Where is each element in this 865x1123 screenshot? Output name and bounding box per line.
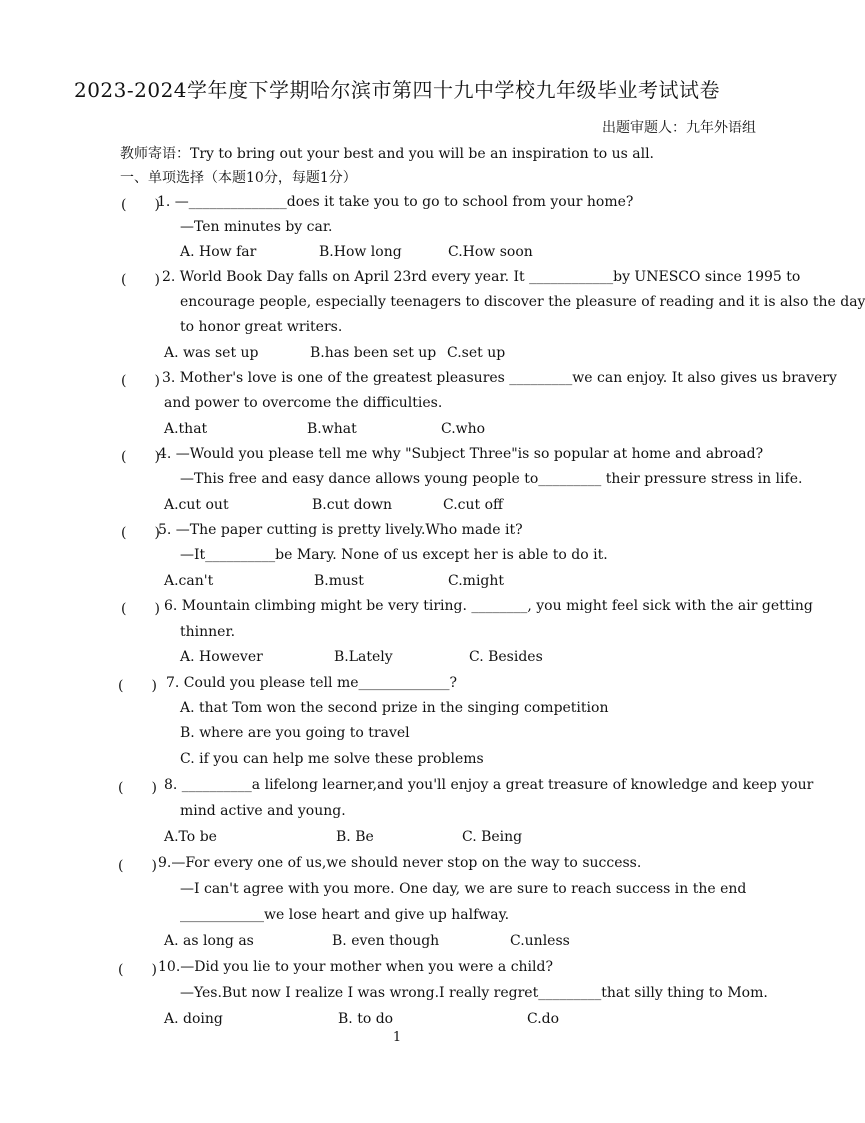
page-number: 1 xyxy=(392,1030,402,1045)
question-9-line: ____________we lose heart and give up halfway. xyxy=(180,907,510,923)
question-9-option-c: C.unless xyxy=(510,933,570,949)
answer-bracket: ( ) xyxy=(121,525,160,541)
question-7-stem: 7. Could you please tell me_____________? xyxy=(166,675,458,691)
answer-bracket: ( ) xyxy=(121,272,160,288)
question-6-line: thinner. xyxy=(180,624,236,640)
question-10-option-b: B. to do xyxy=(338,1011,394,1027)
answer-bracket: ( ) xyxy=(118,678,157,694)
question-1-option-a: A. How far xyxy=(180,244,257,260)
question-9-option-b: B. even though xyxy=(332,933,440,949)
question-4-line: —This free and easy dance allows young people to_________ their pressure stress in life. xyxy=(180,471,803,487)
question-3-option-b: B.what xyxy=(307,421,357,437)
question-2-stem: 2. World Book Day falls on April 23rd every year. It ____________by UNESCO since 1995 to xyxy=(162,269,801,285)
question-8-option-a: A.To be xyxy=(164,829,217,845)
question-4-option-b: B.cut down xyxy=(312,497,393,513)
question-7-option-c: C. if you can help me solve these problems xyxy=(180,751,484,767)
question-8-option-b: B. Be xyxy=(336,829,374,845)
section-heading: 一、单项选择（本题10分，每题1分） xyxy=(120,170,357,186)
question-9-option-a: A. as long as xyxy=(164,933,254,949)
question-5-option-c: C.might xyxy=(448,573,505,589)
question-5-line: —It__________be Mary. None of us except her is able to do it. xyxy=(180,547,608,563)
question-1-option-b: B.How long xyxy=(319,244,402,260)
question-7-option-a: A. that Tom won the second prize in the singing competition xyxy=(180,700,609,716)
answer-bracket: ( ) xyxy=(121,449,160,465)
question-10-option-c: C.do xyxy=(527,1011,560,1027)
teacher-message: 教师寄语：Try to bring out your best and you will be an inspiration to us all. xyxy=(120,146,655,162)
question-2-line: to honor great writers. xyxy=(180,319,343,335)
question-6-stem: 6. Mountain climbing might be very tiring. ________, you might feel sick with the air getting xyxy=(164,598,813,614)
answer-bracket: ( ) xyxy=(121,197,160,213)
question-2-line: encourage people, especially teenagers to discover the pleasure of reading and it is also the day xyxy=(180,294,865,310)
question-4-option-c: C.cut off xyxy=(443,497,503,513)
question-3-option-c: C.who xyxy=(441,421,486,437)
question-8-stem: 8. __________a lifelong learner,and you'll enjoy a great treasure of knowledge and keep your xyxy=(164,777,814,793)
question-1-option-c: C.How soon xyxy=(448,244,533,260)
question-9-line: —I can't agree with you more. One day, we are sure to reach success in the end xyxy=(180,881,747,897)
answer-bracket: ( ) xyxy=(121,373,160,389)
question-5-option-b: B.must xyxy=(314,573,364,589)
question-2-option-b: B.has been set up xyxy=(310,345,437,361)
question-1-stem: 1. —______________does it take you to go to school from your home? xyxy=(157,194,634,210)
question-10-option-a: A. doing xyxy=(164,1011,223,1027)
question-4-stem: 4. —Would you please tell me why "Subject Three"is so popular at home and abroad? xyxy=(158,446,764,462)
exam-title: 2023-2024学年度下学期哈尔滨市第四十九中学校九年级毕业考试试卷 xyxy=(73,78,721,102)
answer-bracket: ( ) xyxy=(121,601,160,617)
answer-bracket: ( ) xyxy=(118,962,157,978)
question-3-stem: 3. Mother's love is one of the greatest pleasures _________we can enjoy. It also gives us bravery xyxy=(162,370,837,386)
question-8-option-c: C. Being xyxy=(462,829,523,845)
question-5-option-a: A.can't xyxy=(164,573,214,589)
question-5-stem: 5. —The paper cutting is pretty lively.Who made it? xyxy=(158,522,523,538)
question-1-line: —Ten minutes by car. xyxy=(180,219,333,235)
question-9-stem: 9.—For every one of us,we should never stop on the way to success. xyxy=(158,855,642,871)
question-6-option-a: A. However xyxy=(180,649,263,665)
question-8-line: mind active and young. xyxy=(180,803,346,819)
answer-bracket: ( ) xyxy=(118,780,157,796)
question-2-option-c: C.set up xyxy=(447,345,506,361)
question-4-option-a: A.cut out xyxy=(164,497,229,513)
question-2-option-a: A. was set up xyxy=(164,345,259,361)
question-6-option-c: C. Besides xyxy=(469,649,543,665)
answer-bracket: ( ) xyxy=(118,858,157,874)
question-6-option-b: B.Lately xyxy=(334,649,393,665)
question-3-option-a: A.that xyxy=(164,421,208,437)
question-7-option-b: B. where are you going to travel xyxy=(180,725,410,741)
question-3-line: and power to overcome the difficulties. xyxy=(164,395,443,411)
question-setter: 出题审题人：九年外语组 xyxy=(602,120,756,136)
question-10-line: —Yes.But now I realize I was wrong.I really regret_________that silly thing to Mom. xyxy=(180,985,768,1001)
question-10-stem: 10.—Did you lie to your mother when you were a child? xyxy=(158,959,553,975)
